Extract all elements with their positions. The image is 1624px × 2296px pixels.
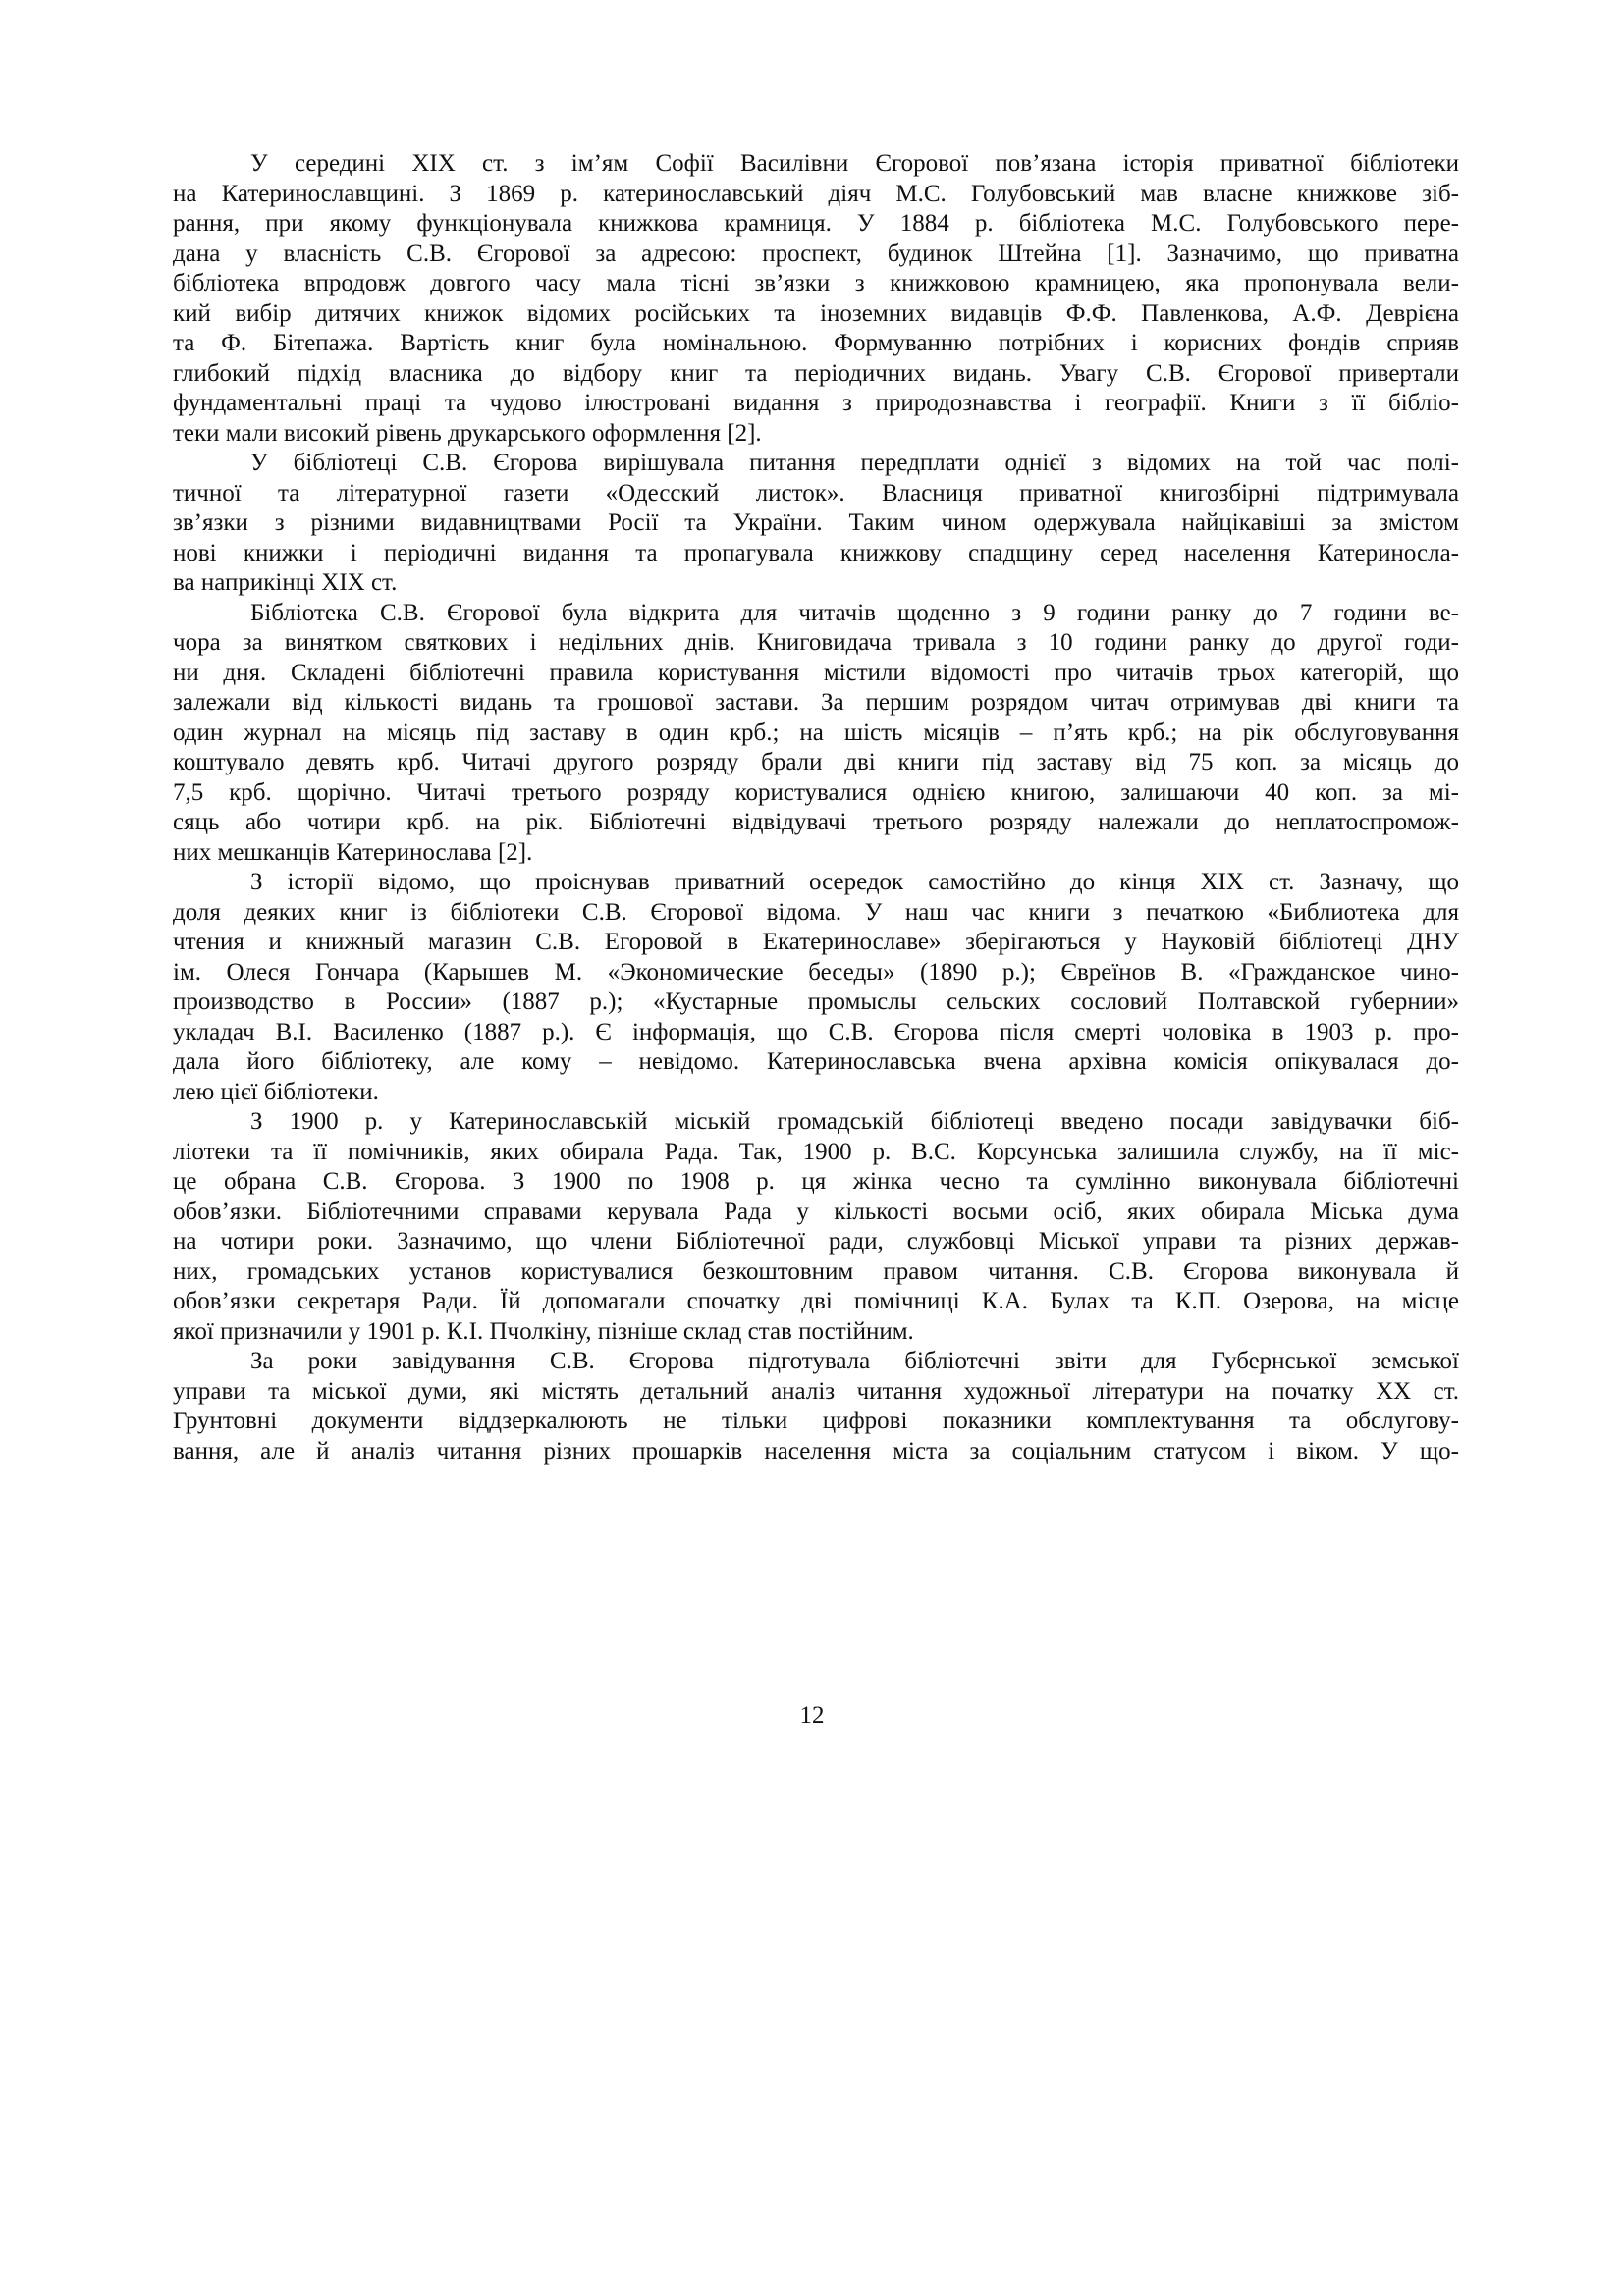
text-line: кий вибір дитячих книжок відомих російських та іноземних видавців Ф.Ф. Павленкова, А.Ф. Деврієна bbox=[173, 299, 1459, 327]
text-line: ліотеки та її помічників, яких обирала Рада. Так, 1900 р. В.С. Корсунська залишила службу, на її міс- bbox=[173, 1138, 1459, 1165]
text-line: глибокий підхід власника до відбору книг та періодичних видань. Увагу С.В. Єгорової привертали bbox=[173, 359, 1459, 387]
text-line: доля деяких книг із бібліотеки С.В. Єгорової відома. У наш час книги з печаткою «Библиотека для bbox=[173, 898, 1459, 926]
page-number: 12 bbox=[799, 1702, 825, 1729]
paragraph bbox=[173, 1347, 1459, 1467]
text-line: на чотири роки. Зазначимо, що члени Бібліотечної ради, службовці Міської управи та різних держав- bbox=[173, 1228, 1459, 1255]
text-line: лею цієї бібліотеки. bbox=[173, 1078, 379, 1105]
text-line: 7,5 крб. щорічно. Читачі третього розряду користувалися однією книгою, залишаючи 40 коп. за мі- bbox=[173, 778, 1459, 806]
text-line: один журнал на місяць під заставу в один крб.; на шість місяців – п’ять крб.; на рік обслуговування bbox=[173, 719, 1459, 746]
text-line: обов’язки. Бібліотечними справами керувала Рада у кількості восьми осіб, яких обирала Міська дума bbox=[173, 1198, 1459, 1225]
text-line: чтения и книжный магазин С.В. Егоровой в Екатеринославе» зберігаються у Науковій бібліотеці ДНУ bbox=[173, 929, 1459, 955]
text-line: та Ф. Бітепажа. Вартість книг була номінальною. Формуванню потрібних і корисних фондів сприяв bbox=[173, 330, 1459, 356]
text-line: производство в России» (1887 р.); «Кустарные промыслы сельских сословий Полтавской губернии» bbox=[173, 988, 1459, 1015]
text-line: бібліотека впродовж довгого часу мала тісні зв’язки з книжковою крамницею, яка пропонувала вели- bbox=[173, 270, 1459, 296]
text-line: тичної та літературної газети «Одесский листок». Власниця приватної книгозбірні підтримувала bbox=[173, 479, 1459, 507]
text-line: ни дня. Складені бібліотечні правила користування містили відомості про читачів трьох категорій, що bbox=[173, 659, 1459, 686]
paragraph bbox=[173, 868, 1459, 1107]
text-line: вання, але й аналіз читання різних прошарків населення міста за соціальним статусом і віком. У що- bbox=[173, 1437, 1459, 1465]
page-body bbox=[173, 149, 1459, 1467]
text-line: З 1900 р. у Катеринославській міській громадській бібліотеці введено посади завідувачки біб- bbox=[250, 1108, 1459, 1135]
paragraph bbox=[173, 1107, 1459, 1347]
text-line: ва наприкінці ХІХ ст. bbox=[173, 569, 398, 596]
text-line: них, громадських установ користувалися безкоштовним правом читання. С.В. Єгорова виконувала й bbox=[173, 1257, 1459, 1285]
text-line: У бібліотеці С.В. Єгорова вирішувала питання передплати однієї з відомих на той час полі- bbox=[250, 450, 1459, 476]
paragraph bbox=[173, 449, 1459, 599]
text-line: фундаментальні праці та чудово ілюстровані видання з природознавства і географії. Книги з її бібліо- bbox=[173, 390, 1459, 416]
text-line: них мешканців Катеринослава [2]. bbox=[173, 838, 533, 866]
text-line: У середині ХІХ ст. з ім’ям Софії Василівни Єгорової пов’язана історія приватної бібліотеки bbox=[250, 150, 1459, 177]
text-line: Бібліотека С.В. Єгорової була відкрита для читачів щоденно з 9 години ранку до 7 години ве- bbox=[250, 599, 1459, 626]
text-line: теки мали високий рівень друкарського оформлення [2]. bbox=[173, 419, 762, 447]
text-line: укладач В.І. Василенко (1887 р.). Є інформація, що С.В. Єгорова після смерті чоловіка в 1903 р. про- bbox=[173, 1018, 1459, 1045]
text-line: зв’язки з різними видавництвами Росії та України. Таким чином одержувала найцікавіші за змістом bbox=[173, 509, 1459, 536]
paragraph bbox=[173, 149, 1459, 449]
text-line: на Катеринославщині. З 1869 р. катеринославський діяч М.С. Голубовський мав власне книжкове зіб- bbox=[173, 180, 1459, 207]
text-line: залежали від кількості видань та грошової застави. За першим розрядом читач отримував дві книги та bbox=[173, 689, 1459, 716]
text-line: дана у власність С.В. Єгорової за адресою: проспект, будинок Штейна [1]. Зазначимо, що приватна bbox=[173, 240, 1459, 267]
text-line: управи та міської думи, які містять детальний аналіз читання художньої літератури на початку ХХ ст. bbox=[173, 1377, 1459, 1405]
text-line: обов’язки секретаря Ради. Їй допомагали спочатку дві помічниці К.А. Булах та К.П. Озерова, на місце bbox=[173, 1288, 1459, 1314]
text-line: це обрана С.В. Єгорова. З 1900 по 1908 р. ця жінка чесно та сумлінно виконувала бібліотечні bbox=[173, 1168, 1459, 1195]
text-line: рання, при якому функціонувала книжкова крамниця. У 1884 р. бібліотека М.С. Голубовського пере- bbox=[173, 210, 1459, 237]
text-line: нові книжки і періодичні видання та пропагувала книжкову спадщину серед населення Катериносла- bbox=[173, 539, 1459, 566]
text-line: Грунтовні документи віддзеркалюють не тільки цифрові показники комплектування та обслугову- bbox=[173, 1408, 1459, 1434]
text-line: якої призначили у 1901 р. К.І. Пчолкіну, пізніше склад став постійним. bbox=[173, 1317, 914, 1345]
text-line: чора за винятком святкових і недільних днів. Книговидача тривала з 10 години ранку до другої годи- bbox=[173, 629, 1459, 656]
text-line: коштувало девять крб. Читачі другого розряду брали дві книги під заставу від 75 коп. за місяць до bbox=[173, 749, 1459, 775]
text-line: ім. Олеся Гончара (Карышев М. «Экономические беседы» (1890 р.); Євреїнов В. «Гражданское чино- bbox=[173, 958, 1459, 986]
text-line: дала його бібліотеку, але кому – невідомо. Катеринославська вчена архівна комісія опікувалася до- bbox=[173, 1048, 1459, 1075]
text-line: З історії відомо, що проіснував приватний осередок самостійно до кінця ХІХ ст. Зазначу, що bbox=[250, 869, 1459, 895]
paragraph bbox=[173, 599, 1459, 869]
text-line: За роки завідування С.В. Єгорова підготувала бібліотечні звіти для Губернської земської bbox=[250, 1348, 1459, 1374]
text-line: сяць або чотири крб. на рік. Бібліотечні відвідувачі третього розряду належали до неплатоспромож- bbox=[173, 809, 1459, 835]
